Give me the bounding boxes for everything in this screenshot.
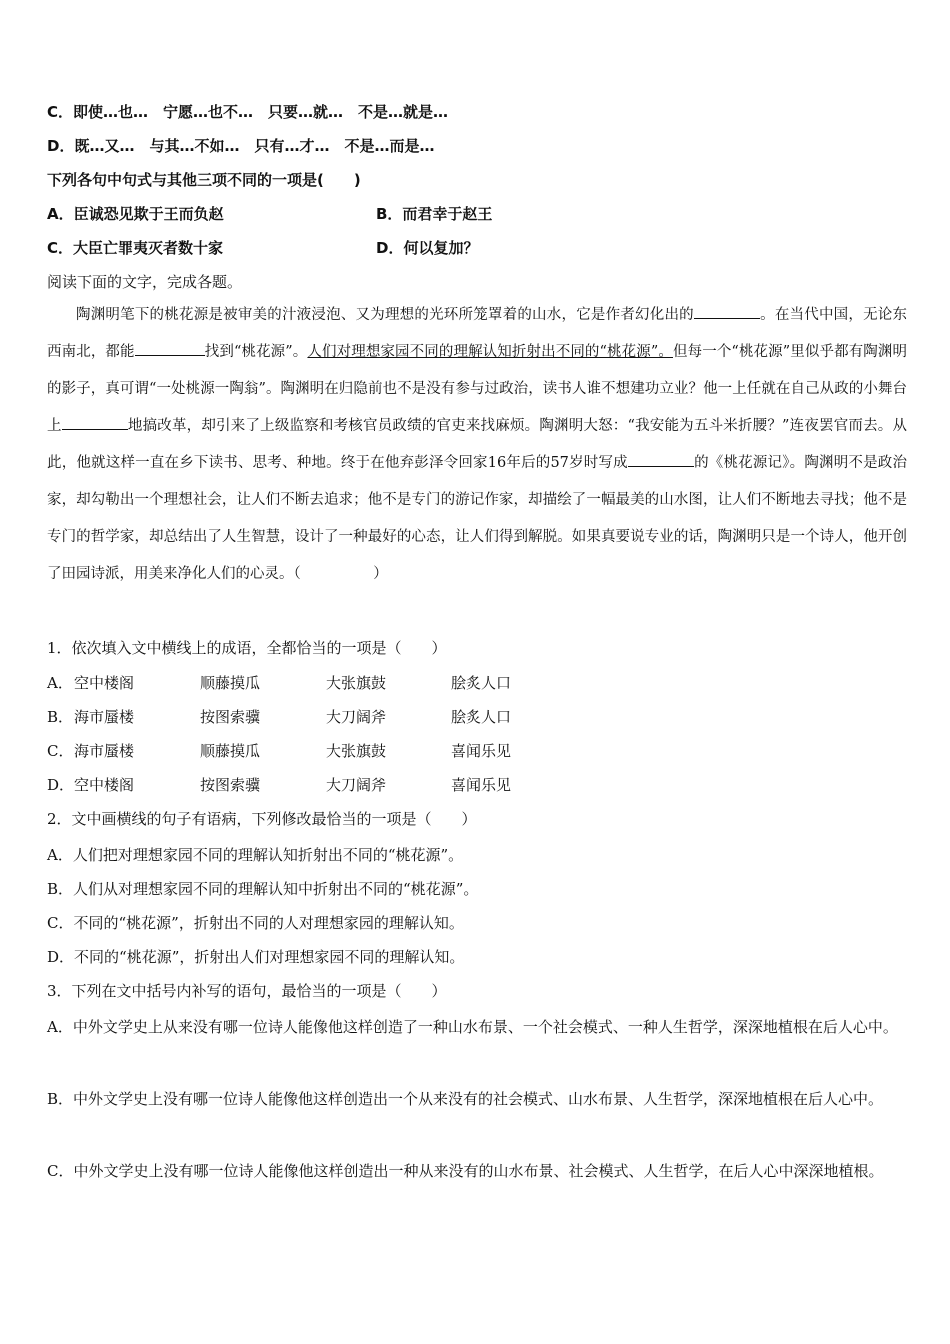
option-word: 顺藤摸瓜	[200, 742, 261, 760]
blank-2	[135, 340, 205, 356]
passage-part-2: 。在当代中国，无论东西南北，都能	[47, 307, 908, 360]
q1-stem: 1．依次填入文中横线上的成语，全都恰当的一项是（ ）	[47, 639, 447, 657]
q2-option-d: D．不同的“桃花源”，折射出人们对理想家园不同的理解认知。	[47, 948, 465, 966]
option-word: 脍炙人口	[451, 674, 512, 692]
option-label: B．	[47, 708, 74, 726]
option-word: 大刀阔斧	[326, 776, 387, 794]
reading-passage	[47, 297, 907, 593]
passage-part-3: 找到“桃花源”。	[204, 344, 308, 360]
option-word: 空中楼阁	[74, 674, 135, 692]
blank-4	[628, 451, 694, 467]
q2-option-c: C．不同的“桃花源”，折射出不同的人对理想家园的理解认知。	[47, 914, 464, 932]
option-label: D．	[47, 776, 75, 794]
blank-1	[694, 303, 760, 319]
passage-part-6: 地搞改革，却引来了上级监察和考核官员政绩的官吏来找麻烦。陶渊明大怒：“我安能为五斗米折腰？”连夜罢官而去。从此，他就这样一直在乡下读书、思考、种地。终于在他弃彭泽令回家16年后的57岁时写成	[47, 418, 908, 471]
option-word: 大刀阔斧	[326, 708, 387, 726]
pattern-option-c: C．大臣亡罪夷灭者数十家	[47, 239, 224, 257]
option-word: 大张旗鼓	[326, 742, 387, 760]
option-word: 喜闻乐见	[451, 776, 512, 794]
option-word: 顺藤摸瓜	[200, 674, 261, 692]
option-word: 喜闻乐见	[451, 742, 512, 760]
q3-option-a: A．中外文学史上从来没有哪一位诗人能像他这样创造了一种山水布景、一个社会模式、一种人生哲学，深深地植根在后人心中。	[47, 1018, 898, 1036]
option-word: 海市蜃楼	[74, 742, 135, 760]
pattern-option-b: B．而君幸于赵王	[376, 205, 493, 223]
option-c-connectives: C．即使…也… 宁愿…也不… 只要…就… 不是…就是…	[47, 103, 449, 121]
option-word: 脍炙人口	[451, 708, 512, 726]
q2-option-b: B．人们从对理想家园不同的理解认知中折射出不同的“桃花源”。	[47, 880, 479, 898]
q2-stem: 2．文中画横线的句子有语病，下列修改最恰当的一项是（ ）	[47, 810, 477, 828]
passage-part-7: 的《桃花源记》。陶渊明不是政治家，却勾勒出一个理想社会，让人们不断去追求；他不是专门的游记作家，却描绘了一幅最美的山水图，让人们不断地去寻找；他不是专门的哲学家，却总结出了人生智慧，设计了一种最好的心态，让人们得到解脱。如果真要说专业的话，陶渊明只是一个诗人，他开创了田园诗派，用美来净化人们的心灵。（ ）	[47, 455, 907, 582]
option-word: 按图索骥	[200, 708, 261, 726]
option-word: 海市蜃楼	[74, 708, 135, 726]
passage-part-1: 陶渊明笔下的桃花源是被审美的汁液浸泡、又为理想的光环所笼罩着的山水，它是作者幻化出的	[76, 307, 694, 323]
passage-part-5: 但每一个“桃花源”里似乎都有陶渊明的影子，真可谓“一处桃源一陶翁”。陶渊明在归隐前也不是没有参与过政治，读书人谁不想建功立业？他一上任就在自己从政的小舞台上	[47, 344, 908, 434]
option-d-connectives: D．既…又… 与其…不如… 只有…才… 不是…而是…	[47, 137, 435, 155]
sentence-pattern-question: 下列各句中句式与其他三项不同的一项是( )	[47, 171, 361, 189]
q3-option-b: B．中外文学史上没有哪一位诗人能像他这样创造出一个从来没有的社会模式、山水布景、人生哲学，深深地植根在后人心中。	[47, 1090, 884, 1108]
q2-option-a: A．人们把对理想家园不同的理解认知折射出不同的“桃花源”。	[47, 846, 464, 864]
pattern-option-d: D．何以复加？	[376, 239, 479, 257]
option-word: 按图索骥	[200, 776, 261, 794]
option-label: A．	[47, 674, 73, 692]
blank-3	[62, 414, 128, 430]
q3-option-c: C．中外文学史上没有哪一位诗人能像他这样创造出一种从来没有的山水布景、社会模式、人生哲学，在后人心中深深地植根。	[47, 1162, 884, 1180]
option-word: 大张旗鼓	[326, 674, 387, 692]
underlined-sentence: 人们对理想家园不同的理解认知折射出不同的“桃花源”。	[307, 344, 673, 360]
q3-stem: 3．下列在文中括号内补写的语句，最恰当的一项是（ ）	[47, 982, 447, 1000]
pattern-option-a: A．臣诚恐见欺于王而负赵	[47, 205, 224, 223]
reading-instruction: 阅读下面的文字，完成各题。	[47, 273, 243, 291]
option-label: C．	[47, 742, 74, 760]
option-word: 空中楼阁	[74, 776, 135, 794]
